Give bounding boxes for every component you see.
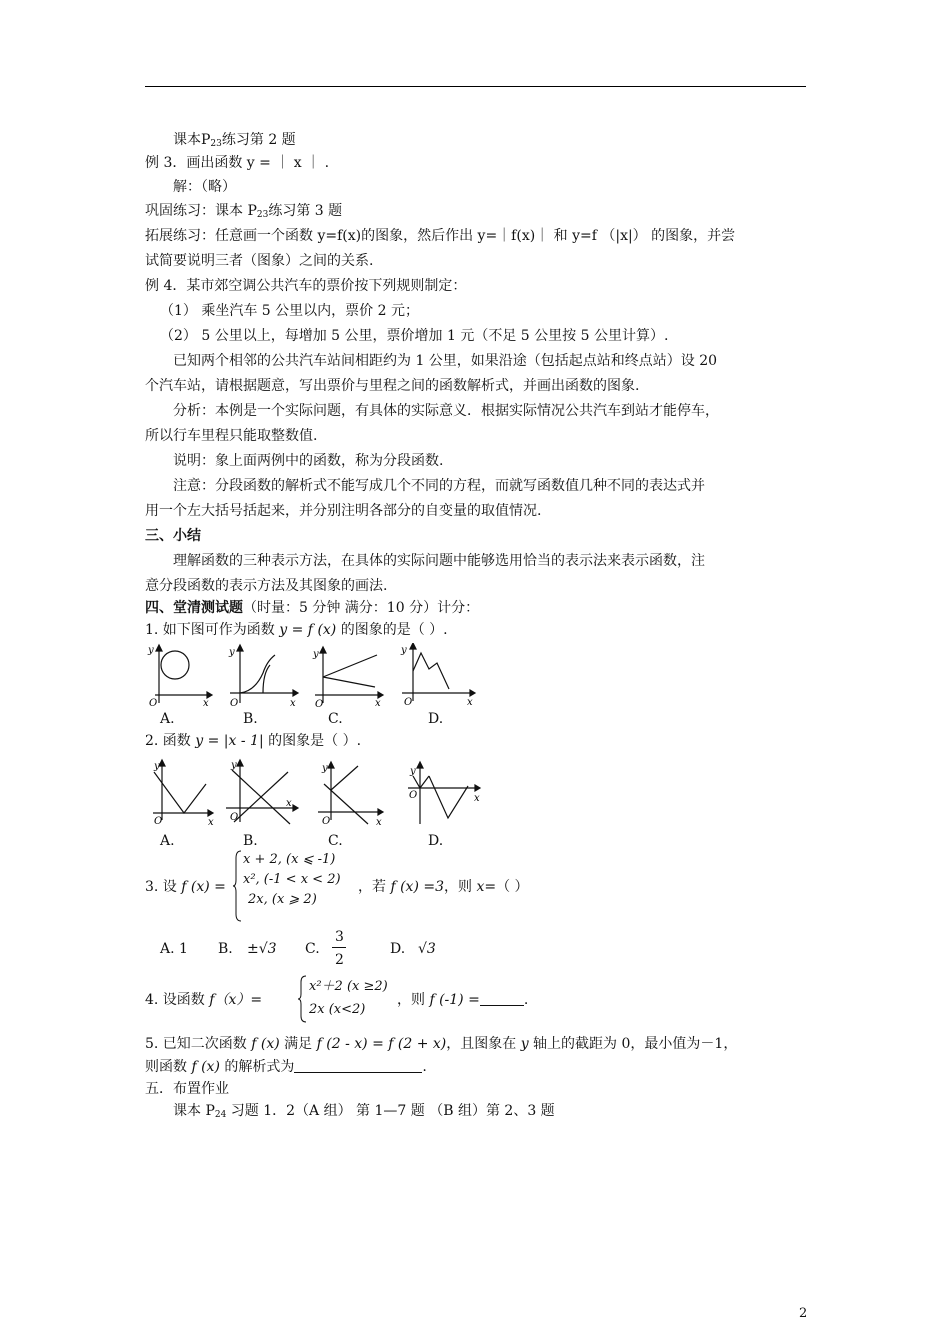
q1-c-y-label: y bbox=[313, 649, 319, 660]
q1-a-o-label: O bbox=[149, 698, 158, 708]
line-textbook-exercise: 课本$P_{23}$练习第 2 题 bbox=[173, 132, 296, 149]
q2-b-y-label: y bbox=[231, 760, 237, 771]
q1-b-x-label: x bbox=[290, 698, 296, 708]
q1-option-c: C. bbox=[328, 711, 343, 727]
q2-d-x-label: x bbox=[474, 793, 480, 804]
q2-d-y-label: y bbox=[410, 766, 416, 777]
example-4: 例 4．某市郊空调公共汽车的票价按下列规则制定： bbox=[145, 278, 467, 294]
extension-exercise-1: 拓展练习：任意画一个函数 y=f(x)的图象，然后作出 y=｜f(x)｜ 和 y=f （|x|） 的图象，并尝 bbox=[145, 228, 736, 244]
q1-graph-b bbox=[230, 645, 298, 703]
q1-option-a: A. bbox=[160, 711, 175, 727]
q1-figures bbox=[145, 643, 485, 708]
q2-c-o-label: O bbox=[322, 816, 331, 827]
q2-option-b: B. bbox=[243, 833, 258, 849]
q1-c-x-label: x bbox=[375, 698, 381, 708]
q1-b-y-label: y bbox=[229, 647, 235, 658]
q3-option-a: A. 1 bbox=[160, 941, 188, 957]
example-3: 例 3．画出函数 y = ｜ x ｜ . bbox=[145, 155, 330, 171]
q1-d-y-label: y bbox=[401, 645, 407, 656]
q3-option-d-value: √3 bbox=[418, 941, 436, 957]
question-3-tail: ，若 f (x) =3，则 x=（ ） bbox=[358, 879, 529, 895]
page-number: 2 bbox=[799, 1306, 808, 1321]
q3-option-c-label: C. bbox=[305, 941, 320, 957]
question-3: 3. 设 f (x) = bbox=[145, 879, 226, 895]
note-2: 用一个左大括号括起来，并分别注明各部分的自变量的取值情况. bbox=[145, 503, 542, 519]
note-1: 注意：分段函数的解析式不能写成几个不同的方程，而就写函数值几种不同的表达式并 bbox=[173, 478, 705, 494]
q1-option-b: B. bbox=[243, 711, 258, 727]
q2-figures bbox=[148, 758, 488, 828]
q2-option-c: C. bbox=[328, 833, 343, 849]
q3-option-c-numerator: 3 bbox=[335, 929, 344, 945]
q1-option-d: D. bbox=[428, 711, 444, 727]
summary-2: 意分段函数的表示方法及其图象的画法. bbox=[145, 578, 388, 594]
q1-b-o-label: O bbox=[230, 698, 239, 708]
q1-a-x-label: x bbox=[203, 698, 209, 708]
q3-case-1: x + 2, (x ⩽ -1) bbox=[243, 852, 336, 867]
q3-option-c-denominator: 2 bbox=[335, 952, 344, 968]
analysis-2: 所以行车里程只能取整数值. bbox=[145, 428, 318, 444]
q1-graph-c bbox=[315, 647, 383, 703]
q3-case-2: x², (-1 < x < 2) bbox=[243, 872, 341, 887]
question-2: 2. 函数 y = |x - 1| 的图象是（ ）. bbox=[145, 733, 362, 749]
homework-assignment: 课本 $P_{24}$ 习题 1．2（A 组） 第 1—7 题 （B 组）第 2、3 题 bbox=[173, 1103, 555, 1120]
header-rule bbox=[145, 86, 806, 87]
q2-option-a: A. bbox=[160, 833, 175, 849]
q2-d-o-label: O bbox=[409, 790, 418, 801]
known-1: 已知两个相邻的公共汽车站间相距约为 1 公里，如果沿途（包括起点站和终点站）设 20 bbox=[173, 353, 718, 369]
q2-graph-c bbox=[318, 762, 383, 824]
q1-d-x-label: x bbox=[467, 697, 473, 708]
question-4-tail: ，则 f (-1) = . bbox=[397, 992, 529, 1008]
q3-option-d-label: D. bbox=[390, 941, 406, 957]
q1-graph-d bbox=[402, 643, 475, 701]
rule-1: （1） 乘坐汽车 5 公里以内，票价 2 元； bbox=[160, 303, 419, 319]
explanation: 说明：象上面两例中的函数，称为分段函数. bbox=[173, 453, 444, 469]
q2-a-y-label: y bbox=[154, 761, 160, 772]
q1-a-y-label: y bbox=[148, 645, 154, 656]
q4-case-1: x²＋2 (x ≥2) bbox=[309, 979, 388, 994]
homework-title: 五．布置作业 bbox=[145, 1081, 229, 1097]
q3-brace bbox=[233, 850, 243, 922]
summary-title: 三、小结 bbox=[145, 528, 201, 544]
q1-c-o-label: O bbox=[315, 699, 324, 708]
q2-b-x-label: x bbox=[286, 798, 292, 809]
analysis-1: 分析：本例是一个实际问题，有具体的实际意义．根据实际情况公共汽车到站才能停车， bbox=[173, 403, 719, 419]
q2-option-d: D. bbox=[428, 833, 444, 849]
q2-a-x-label: x bbox=[208, 817, 214, 828]
test-header: 四、堂清测试题（时量：5 分钟 满分：10 分）计分： bbox=[145, 600, 480, 616]
question-4: 4. 设函数 f（x）= bbox=[145, 992, 263, 1008]
q3-option-b-label: B. bbox=[218, 941, 233, 957]
q4-case-2: 2x (x<2) bbox=[309, 1002, 366, 1017]
rule-2: （2） 5 公里以上，每增加 5 公里，票价增加 1 元（不足 5 公里按 5 公里计算）. bbox=[160, 328, 669, 344]
q5-answer-blank[interactable] bbox=[294, 1058, 422, 1073]
summary-1: 理解函数的三种表示方法，在具体的实际问题中能够选用恰当的表示法来表示函数，注 bbox=[173, 553, 705, 569]
q3-case-3: 2x, (x ⩾ 2) bbox=[248, 892, 317, 907]
q2-a-o-label: O bbox=[154, 816, 163, 827]
q2-b-o-label: O bbox=[230, 812, 239, 823]
q2-graph-a bbox=[153, 760, 213, 820]
extension-exercise-2: 试简要说明三者（图象）之间的关系. bbox=[145, 253, 374, 269]
q2-graph-d bbox=[408, 762, 480, 824]
q3-option-b-value: ±√3 bbox=[247, 941, 277, 957]
q4-answer-blank[interactable] bbox=[480, 991, 524, 1006]
q1-graph-a bbox=[155, 645, 212, 703]
question-1: 1. 如下图可作为函数 y = f (x) 的图象的是（ ）. bbox=[145, 622, 448, 638]
q2-c-y-label: y bbox=[322, 763, 328, 774]
question-5: 5. 已知二次函数 f (x) 满足 f (2 - x) = f (2 + x)，且图象在 y 轴上的截距为 0，最小值为－1， bbox=[145, 1036, 738, 1052]
q2-c-x-label: x bbox=[376, 817, 382, 828]
q4-cases bbox=[309, 975, 388, 1021]
q4-brace bbox=[298, 975, 308, 1023]
q1-d-o-label: O bbox=[404, 697, 413, 708]
known-2: 个汽车站，请根据题意，写出票价与里程之间的函数解析式，并画出函数的图象. bbox=[145, 378, 640, 394]
q3-cases bbox=[243, 850, 341, 910]
example-3-solution: 解：（略） bbox=[173, 179, 236, 195]
question-5-line-2: 则函数 f (x) 的解析式为 . bbox=[145, 1059, 427, 1075]
consolidation-exercise: 巩固练习：课本 $P_{23}$练习第 3 题 bbox=[145, 203, 343, 220]
q3-fraction-bar bbox=[332, 947, 346, 948]
